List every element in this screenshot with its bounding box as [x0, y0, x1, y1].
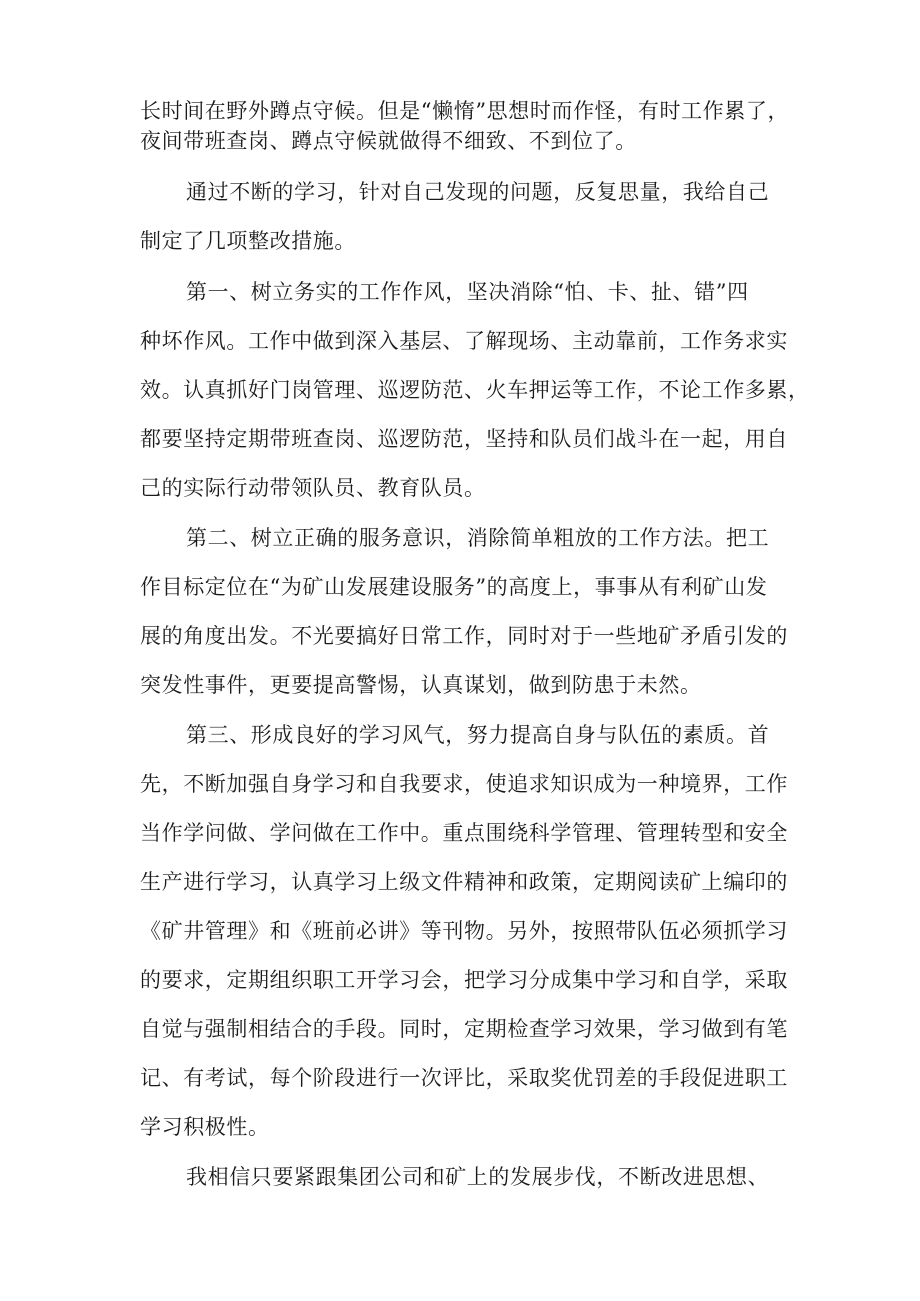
- paragraph-first-measure: [140, 274, 810, 507]
- text-line: 都要坚持定期带班查岗、巡逻防范，坚持和队员们战斗在一起，用自: [140, 427, 788, 451]
- text-line: 己的实际行动带领队员、教育队员。: [140, 476, 486, 500]
- text-line: 种坏作风。工作中做到深入基层、了解现场、主动靠前，工作务求实: [140, 329, 788, 353]
- text-line: 我相信只要紧跟集团公司和矿上的发展步伐，不断改进思想、: [186, 1165, 770, 1189]
- paragraph-second-measure: [140, 520, 800, 704]
- text-line: 当作学问做、学问做在工作中。重点围绕科学管理、管理转型和安全: [140, 821, 788, 845]
- paragraph-conclusion: [140, 1159, 800, 1196]
- text-line: 记、有考试，每个阶段进行一次评比，采取奖优罚差的手段促进职工: [140, 1066, 788, 1090]
- text-line: 《矿井管理》和《班前必讲》等刊物。另外，按照带队伍必须抓学习: [140, 919, 788, 943]
- text-line: 制定了几项整改措施。: [140, 229, 356, 253]
- text-line: 突发性事件，更要提高警惕，认真谋划，做到防患于未然。: [140, 673, 702, 697]
- text-line: 第二、树立正确的服务意识，消除简单粗放的工作方法。把工: [186, 526, 770, 550]
- text-line: 通过不断的学习，针对自己发现的问题，反复思量，我给自己: [186, 180, 770, 204]
- text-line: 的要求，定期组织职工开学习会，把学习分成集中学习和自学，采取: [140, 968, 788, 992]
- document-page: [140, 96, 810, 1196]
- text-line: 第三、形成良好的学习风气，努力提高自身与队伍的素质。首: [186, 723, 770, 747]
- text-line: 学习积极性。: [140, 1115, 270, 1139]
- text-line: 长时间在野外蹲点守候。但是“懒惰”思想时而作怪，有时工作累了，: [140, 99, 790, 123]
- text-line: 展的角度出发。不光要搞好日常工作，同时对于一些地矿矛盾引发的: [140, 624, 788, 648]
- text-line: 自觉与强制相结合的手段。同时，定期检查学习效果，学习做到有笔: [140, 1017, 788, 1041]
- paragraph-continuation: [140, 96, 800, 156]
- text-line: 先，不断加强自身学习和自我要求，使追求知识成为一种境界，工作: [140, 772, 788, 796]
- text-line: 作目标定位在“为矿山发展建设服务”的高度上，事事从有利矿山发: [140, 575, 768, 599]
- text-line: 第一、树立务实的工作作风，坚决消除“怕、卡、扯、错”四: [186, 280, 749, 304]
- paragraph-intro: [140, 174, 800, 260]
- text-line: 效。认真抓好门岗管理、巡逻防范、火车押运等工作，不论工作多累，: [140, 378, 810, 402]
- paragraph-third-measure: [140, 717, 800, 1146]
- text-line: 夜间带班查岗、蹲点守候就做得不细致、不到位了。: [140, 129, 637, 153]
- text-line: 生产进行学习，认真学习上级文件精神和政策，定期阅读矿上编印的: [140, 870, 788, 894]
